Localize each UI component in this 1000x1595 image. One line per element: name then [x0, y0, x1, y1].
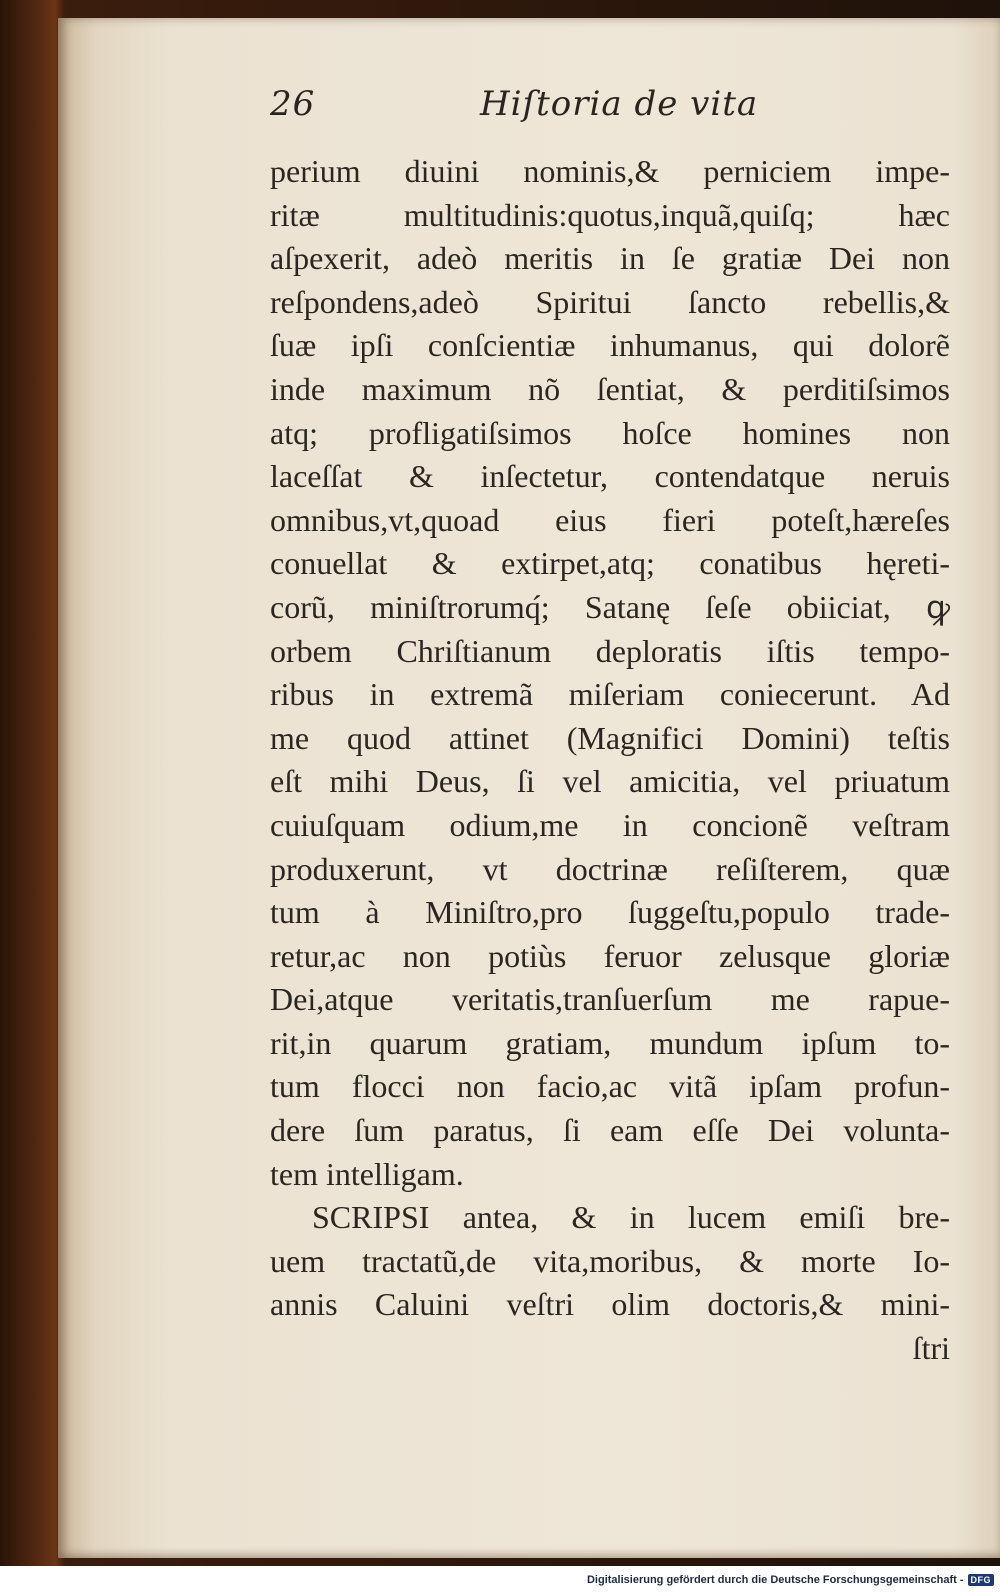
paragraph — [270, 150, 950, 1196]
text-line: cuiuſquam odium,me in concionẽ veſtram — [270, 806, 950, 843]
text-line: reſpondens,adeò Spiritui ſancto rebellis,& — [270, 283, 950, 320]
text-line: ritæ multitudinis:quotus,inquã,quiſq; hæc — [270, 196, 950, 233]
text-line: ribus in extremã miſeriam coniecerunt. Ad — [270, 676, 950, 713]
text-line: uem tractatũ,de vita,moribus, & morte Io- — [270, 1242, 950, 1279]
funding-note: Digitalisierung gefördert durch die Deutsche Forschungsgemeinschaft - — [586, 1574, 964, 1586]
text-line: corũ, miniſtrorumq́; Satanę ſeſe obiiciat, ꝙ — [270, 588, 950, 625]
text-line: omnibus,vt,quoad eius fieri poteſt,hæreſes — [270, 501, 950, 538]
text-line: Dei,atque veritatis,tranſuerſum me rapue- — [270, 981, 950, 1018]
dfg-logo: DFG — [968, 1574, 995, 1586]
text-line: atq; profligatiſsimos hoſce homines non — [270, 414, 950, 451]
text-line: SCRIPSI antea, & in lucem emiſi bre- — [312, 1199, 950, 1236]
digitization-footer — [587, 1571, 994, 1589]
page-header — [270, 84, 950, 134]
running-head: Hiſtoria de vita — [480, 84, 759, 124]
text-line: ſuæ ipſi conſcientiæ inhumanus, qui dolorẽ — [270, 327, 950, 364]
text-line: rit,in quarum gratiam, mundum ipſum to- — [270, 1024, 950, 1061]
text-line: me quod attinet (Magnifici Domini) teſtis — [270, 719, 950, 756]
catchword: ſtri — [912, 1330, 950, 1367]
text-line: perium diuini nominis,& perniciem impe- — [270, 153, 950, 189]
text-line: tum flocci non facio,ac vitã ipſam profun- — [270, 1068, 950, 1105]
paragraph — [270, 1196, 950, 1327]
text-line: aſpexerit, adeò meritis in ſe gratiæ Dei non — [270, 240, 950, 277]
text-line: dere ſum paratus, ſi eam eſſe Dei volunta- — [270, 1112, 950, 1149]
text-line: inde maximum nõ ſentiat, & perditiſsimos — [270, 370, 950, 407]
page-number: 26 — [270, 84, 316, 124]
text-line: orbem Chriſtianum deploratis iſtis tempo- — [270, 632, 950, 669]
text-line: retur,ac non potiùs feruor zelusque gloriæ — [270, 937, 950, 974]
text-line: tum à Miniſtro,pro ſuggeſtu,populo trade- — [270, 894, 950, 931]
text-line: tem intelligam. — [270, 1155, 464, 1192]
text-line: annis Caluini veſtri olim doctoris,& mini- — [270, 1286, 950, 1323]
text-line: laceſſat & inſectetur, contendatque neruis — [270, 458, 950, 495]
body-text — [270, 150, 950, 1371]
text-line: eſt mihi Deus, ſi vel amicitia, vel priuatum — [270, 763, 950, 800]
text-line: conuellat & extirpet,atq; conatibus hęreti- — [270, 545, 950, 582]
text-line: produxerunt, vt doctrinæ reſiſterem, quæ — [270, 850, 950, 887]
